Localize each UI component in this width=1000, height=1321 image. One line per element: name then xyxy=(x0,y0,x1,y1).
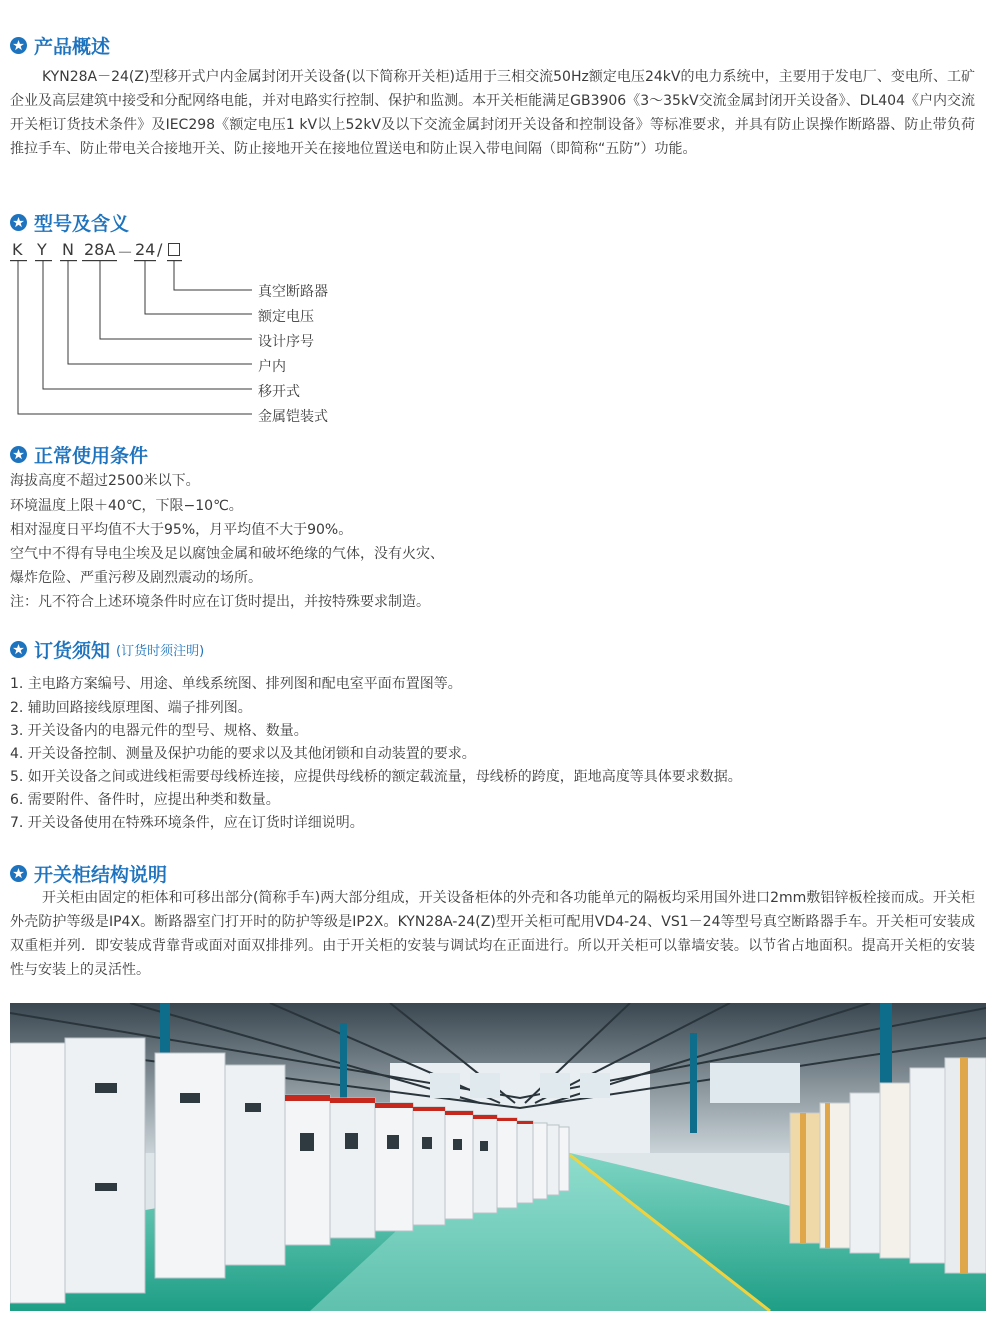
code-letter-n: N xyxy=(62,240,74,259)
ordering-item: 5. 如开关设备之间或进线柜需要母线桥连接，应提供母线桥的额定载流量，母线桥的跨度，距地高度等具体要求数据。 xyxy=(10,769,742,785)
star-icon xyxy=(10,641,27,658)
overview-paragraph xyxy=(10,65,975,161)
ordering-item: 3. 开关设备内的电器元件的型号、规格、数量。 xyxy=(10,723,308,739)
meaning-vacuum-breaker: 真空断路器 xyxy=(258,284,328,300)
overview-text: KYN28A－24(Z)型移开式户内金属封闭开关设备(以下简称开关柜)适用于三相交流50Hz额定电压24kV的电力系统中，主要用于发电厂、变电所、工矿企业及高层建筑中接受和分配网络电能，并对电路实行控制、保护和监测。本开关柜能满足GB3906《3～35kV交流金属封闭开关设备》、DL404《户内交流开关柜订货技术条件》及IEC298《额定电压1 kV以上52kV及以下交流金属封闭开关设备和控制设备》等标准要求，并具有防止误操作断路器、防止带负荷推拉手车、防止带电关合接地开关、防止接地开关在接地位置送电和防止误入带电间隔（即简称“五防”）功能。 xyxy=(10,69,975,157)
condition-line: 环境温度上限＋40℃，下限−10℃。 xyxy=(10,498,243,514)
code-voltage: 24 xyxy=(135,240,156,259)
section-subtitle: (订货时须注明) xyxy=(116,644,205,659)
section-heading-conditions xyxy=(10,441,148,468)
ordering-item: 6. 需要附件、备件时，应提出种类和数量。 xyxy=(10,792,280,808)
star-icon xyxy=(10,214,27,231)
ordering-item: 7. 开关设备使用在特殊环境条件，应在订货时详细说明。 xyxy=(10,815,364,831)
meaning-withdrawable: 移开式 xyxy=(258,384,300,400)
condition-note: 注：凡不符合上述环境条件时应在订货时提出，并按特殊要求制造。 xyxy=(10,594,430,610)
meaning-rated-voltage: 额定电压 xyxy=(258,309,314,325)
factory-photo-illustration xyxy=(10,1003,986,1311)
star-icon xyxy=(10,37,27,54)
section-title: 产品概述 xyxy=(34,36,111,58)
code-placeholder-box xyxy=(168,243,180,256)
section-title: 开关柜结构说明 xyxy=(34,864,168,886)
condition-line: 空气中不得有导电尘埃及足以腐蚀金属和破坏绝缘的气体，没有火灾、 xyxy=(10,546,444,562)
structure-paragraph xyxy=(10,886,975,982)
condition-line: 爆炸危险、严重污秽及剧烈震动的场所。 xyxy=(10,570,262,586)
meaning-indoor: 户内 xyxy=(258,359,286,375)
star-icon xyxy=(10,446,27,463)
section-heading-overview xyxy=(10,32,110,59)
code-letter-y: Y xyxy=(37,240,47,259)
structure-text: 开关柜由固定的柜体和可移出部分(简称手车)两大部分组成，开关设备柜体的外壳和各功能单元的隔板均采用国外进口2mm敷铝锌板栓接而成。开关柜外壳防护等级是IP4X。断路器室门打开时的防护等级是IP2X。KYN28A-24(Z)型开关柜可配用VD4-24、VS1－24等型号真空断路器手车。开关柜可安装成双重柜并列．即安装成背靠背或面对面双排排列。由于开关柜的安装与调试均在正面进行。所以开关柜可以靠墙安装。以节省占地面积。提高开关柜的安装性与安装上的灵活性。 xyxy=(10,890,975,978)
code-slash: / xyxy=(157,240,163,259)
code-series-number: 28A xyxy=(84,240,116,259)
meaning-design-number: 设计序号 xyxy=(258,334,314,350)
ordering-item: 1. 主电路方案编号、用途、单线系统图、排列图和配电室平面布置图等。 xyxy=(10,676,462,692)
section-heading-structure xyxy=(10,860,167,887)
condition-line: 相对湿度日平均值不大于95%，月平均值不大于90%。 xyxy=(10,522,353,538)
condition-line: 海拔高度不超过2500米以下。 xyxy=(10,473,200,489)
section-title: 型号及含义 xyxy=(34,213,130,235)
meaning-metal-clad: 金属铠装式 xyxy=(258,409,328,425)
section-title: 订货须知 xyxy=(34,640,111,662)
section-title: 正常使用条件 xyxy=(34,445,149,467)
code-dash: － xyxy=(117,243,134,262)
model-code-diagram xyxy=(0,236,380,436)
section-heading-model xyxy=(10,209,129,236)
star-icon xyxy=(10,865,27,882)
factory-photo xyxy=(10,1003,986,1311)
ordering-item: 4. 开关设备控制、测量及保护功能的要求以及其他闭锁和自动装置的要求。 xyxy=(10,746,476,762)
ordering-item: 2. 辅助回路接线原理图、端子排列图。 xyxy=(10,700,252,716)
code-letter-k: K xyxy=(12,240,23,259)
section-heading-ordering xyxy=(10,636,204,663)
